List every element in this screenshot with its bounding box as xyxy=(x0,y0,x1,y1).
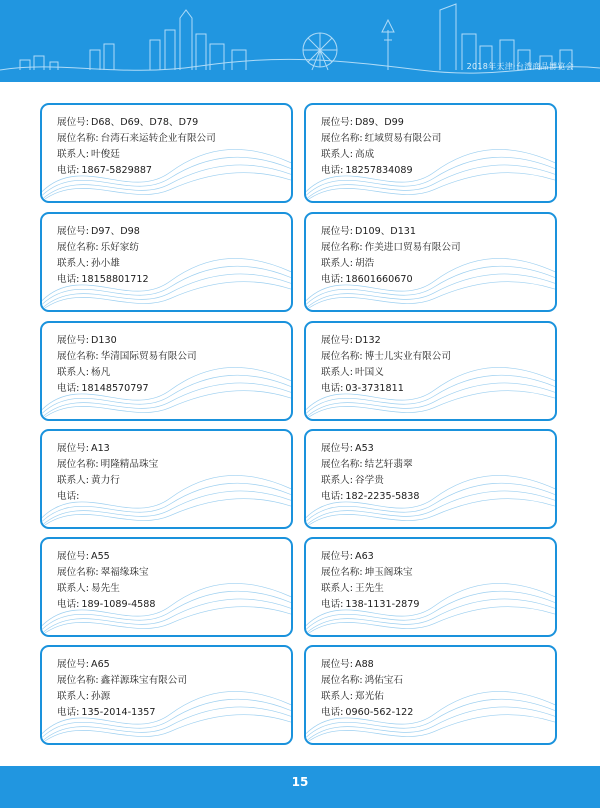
phone-line: 电话: 189-1089-4588 xyxy=(57,599,156,610)
exhibitor-card xyxy=(304,212,557,312)
booth-line: 展位号: D68、D69、D78、D79 xyxy=(57,117,199,128)
booth-line: 展位号: A53 xyxy=(321,443,374,454)
company-line: 展位名称: 乐好家纺 xyxy=(57,242,139,253)
contact-line: 联系人: 孙小雄 xyxy=(57,258,120,269)
contact-line: 联系人: 黄力行 xyxy=(57,475,120,486)
company-line: 展位名称: 红域贸易有限公司 xyxy=(321,133,442,144)
booth-number: D97、D98 xyxy=(91,226,140,237)
page-number: 15 xyxy=(291,775,309,789)
exhibitor-card-grid xyxy=(40,103,557,748)
exhibitor-card xyxy=(304,429,557,529)
phone-number: 18148570797 xyxy=(81,383,149,394)
exhibitor-card xyxy=(304,321,557,421)
booth-line: 展位号: A88 xyxy=(321,659,374,670)
company-name: 坤玉阁珠宝 xyxy=(364,567,413,578)
booth-number: D130 xyxy=(91,335,117,346)
booth-line: 展位号: A65 xyxy=(57,659,110,670)
phone-line: 电话: 1867-5829887 xyxy=(57,165,153,176)
contact-line: 联系人: 杨凡 xyxy=(57,367,111,378)
contact-person: 孙源 xyxy=(91,691,111,702)
phone-number: 18601660670 xyxy=(345,274,413,285)
phone-line: 电话: 03-3731811 xyxy=(321,383,404,394)
contact-person: 胡浩 xyxy=(355,258,375,269)
phone-line: 电话: 135-2014-1357 xyxy=(57,707,156,718)
company-name: 博士儿实业有限公司 xyxy=(364,351,451,362)
exhibitor-card xyxy=(40,429,293,529)
company-name: 华清国际贸易有限公司 xyxy=(100,351,197,362)
phone-number: 18257834089 xyxy=(345,165,413,176)
phone-number: 1867-5829887 xyxy=(81,165,153,176)
booth-number: D68、D69、D78、D79 xyxy=(91,117,199,128)
phone-number: 135-2014-1357 xyxy=(81,707,156,718)
company-line: 展位名称: 坤玉阁珠宝 xyxy=(321,567,413,578)
booth-number: D89、D99 xyxy=(355,117,404,128)
exhibitor-card xyxy=(40,537,293,637)
phone-line: 电话: 18257834089 xyxy=(321,165,413,176)
company-name: 台湾石来运转企业有限公司 xyxy=(100,133,216,144)
booth-number: D132 xyxy=(355,335,381,346)
company-line: 展位名称: 翠福缘珠宝 xyxy=(57,567,149,578)
booth-line: 展位号: D109、D131 xyxy=(321,226,417,237)
contact-person: 易先生 xyxy=(91,583,120,594)
contact-person: 高成 xyxy=(355,149,375,160)
phone-number: 03-3731811 xyxy=(345,383,404,394)
exhibitor-card xyxy=(40,103,293,203)
contact-line: 联系人: 叶国义 xyxy=(321,367,384,378)
phone-number: 189-1089-4588 xyxy=(81,599,156,610)
booth-number: A65 xyxy=(91,659,110,670)
contact-person: 孙小雄 xyxy=(91,258,120,269)
company-line: 展位名称: 博士儿实业有限公司 xyxy=(321,351,451,362)
company-name: 鸿佑宝石 xyxy=(364,675,403,686)
contact-line: 联系人: 王先生 xyxy=(321,583,384,594)
booth-line: 展位号: A63 xyxy=(321,551,374,562)
booth-line: 展位号: A13 xyxy=(57,443,110,454)
contact-person: 叶俊廷 xyxy=(91,149,120,160)
company-line: 展位名称: 结艺轩翡翠 xyxy=(321,459,413,470)
company-line: 展位名称: 鑫祥源珠宝有限公司 xyxy=(57,675,187,686)
footer-bar xyxy=(0,766,600,808)
contact-line: 联系人: 易先生 xyxy=(57,583,120,594)
header-banner xyxy=(0,0,600,82)
phone-line: 电话: 18601660670 xyxy=(321,274,413,285)
company-line: 展位名称: 明隆精品珠宝 xyxy=(57,459,159,470)
company-name: 翠福缘珠宝 xyxy=(100,567,149,578)
contact-person: 王先生 xyxy=(355,583,384,594)
phone-number: 182-2235-5838 xyxy=(345,491,420,502)
company-name: 结艺轩翡翠 xyxy=(364,459,413,470)
exhibitor-card xyxy=(304,537,557,637)
phone-number: 18158801712 xyxy=(81,274,149,285)
contact-line: 联系人: 谷学贵 xyxy=(321,475,384,486)
company-line: 展位名称: 鸿佑宝石 xyxy=(321,675,403,686)
company-name: 明隆精品珠宝 xyxy=(100,459,159,470)
exhibitor-card xyxy=(304,103,557,203)
company-name: 作美进口贸易有限公司 xyxy=(364,242,461,253)
contact-person: 郑光佑 xyxy=(355,691,384,702)
booth-line: 展位号: D130 xyxy=(57,335,117,346)
booth-number: A63 xyxy=(355,551,374,562)
company-line: 展位名称: 华清国际贸易有限公司 xyxy=(57,351,197,362)
phone-line: 电话: 138-1131-2879 xyxy=(321,599,420,610)
contact-line: 联系人: 孙源 xyxy=(57,691,111,702)
expo-caption: 2018年天津·台湾商品博览会 xyxy=(466,62,574,71)
booth-number: A53 xyxy=(355,443,374,454)
company-name: 乐好家纺 xyxy=(100,242,139,253)
booth-number: A88 xyxy=(355,659,374,670)
contact-line: 联系人: 高成 xyxy=(321,149,375,160)
contact-person: 杨凡 xyxy=(91,367,111,378)
exhibitor-card xyxy=(40,645,293,745)
contact-person: 黄力行 xyxy=(91,475,120,486)
contact-person: 谷学贵 xyxy=(355,475,384,486)
phone-line: 电话: 18158801712 xyxy=(57,274,149,285)
contact-line: 联系人: 叶俊廷 xyxy=(57,149,120,160)
exhibitor-card xyxy=(40,321,293,421)
phone-number: 138-1131-2879 xyxy=(345,599,420,610)
company-line: 展位名称: 作美进口贸易有限公司 xyxy=(321,242,461,253)
booth-line: 展位号: D97、D98 xyxy=(57,226,140,237)
phone-line: 电话: 18148570797 xyxy=(57,383,149,394)
contact-person: 叶国义 xyxy=(355,367,384,378)
phone-line: 电话: 182-2235-5838 xyxy=(321,491,420,502)
booth-line: 展位号: A55 xyxy=(57,551,110,562)
company-line: 展位名称: 台湾石来运转企业有限公司 xyxy=(57,133,216,144)
company-name: 鑫祥源珠宝有限公司 xyxy=(100,675,187,686)
booth-line: 展位号: D89、D99 xyxy=(321,117,404,128)
contact-line: 联系人: 郑光佑 xyxy=(321,691,384,702)
booth-number: A55 xyxy=(91,551,110,562)
booth-line: 展位号: D132 xyxy=(321,335,381,346)
phone-line: 电话: xyxy=(57,491,80,502)
phone-line: 电话: 0960-562-122 xyxy=(321,707,414,718)
exhibitor-card xyxy=(40,212,293,312)
booth-number: D109、D131 xyxy=(355,226,417,237)
company-name: 红域贸易有限公司 xyxy=(364,133,442,144)
booth-number: A13 xyxy=(91,443,110,454)
contact-line: 联系人: 胡浩 xyxy=(321,258,375,269)
phone-number: 0960-562-122 xyxy=(345,707,414,718)
exhibitor-card xyxy=(304,645,557,745)
